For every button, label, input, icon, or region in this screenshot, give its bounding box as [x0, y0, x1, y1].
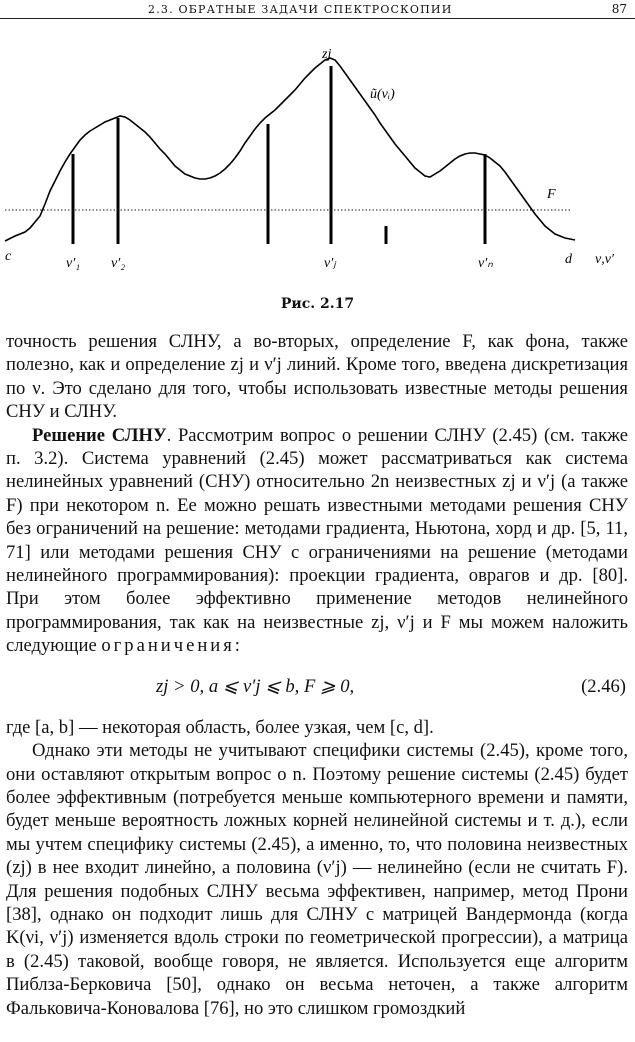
body-text	[6, 330, 628, 1020]
section-heading: Решение СЛНУ	[32, 424, 167, 446]
figure-caption: Рис. 2.17	[280, 296, 355, 312]
paragraph-3: где [a, b] — некоторая область, более узкая, чем [c, d].	[6, 716, 434, 738]
label-axis: ν,ν′	[595, 252, 614, 267]
equation-body: zj > 0, a ⩽ ν′j ⩽ b, F ⩾ 0,	[156, 675, 355, 697]
spectrum-curve	[5, 58, 575, 241]
label-d: d	[565, 252, 572, 267]
label-nun: ν′ₙ	[478, 256, 493, 271]
paragraph-4: Однако эти методы не учитывают специфики системы (2.45), кроме того, они оставляют открытым вопрос о n. Поэтому решение системы (2.45) будет более эффективным (потребуется меньше компьютерного времени и памяти, будет меньше вероятность ложных корней нелинейной системы и т. д.), если мы учтем специфику системы (2.45), а именно, то, что половина неизвестных (zj) в нее входит линейно, а половина (ν′j) — нелинейно (если не считать F). Для решения подобных СЛНУ весьма эффективен, например, метод Прони [38], однако он подходит лишь для СЛНУ с матрицей Вандермонда (когда K(νi, ν′j) изменяется вдоль строки по геометрической прогрессии), а матрица в (2.45) таковой, вообще говоря, не является. Используется еще алгоритм Пиблза-Берковича [50], однако он весьма неточен, а также алгоритм Фальковича-Коновалова [76], но это слишком громоздкий	[6, 740, 628, 1019]
paragraph-2-end: :	[234, 635, 240, 657]
label-zj: zj	[322, 47, 332, 62]
header-rule	[0, 18, 635, 19]
label-nuj: ν′ⱼ	[324, 256, 336, 271]
paragraph-1: точность решения СЛНУ, а во-вторых, определение F, как фона, также полезно, как и определение zj и ν′j линий. Кроме того, введена дискретизация по ν. Это сделано для того, чтобы использовать известные методы решения СНУ и СЛНУ.	[6, 331, 628, 423]
spectrum-figure	[0, 36, 635, 286]
label-c: c	[5, 249, 12, 264]
page-number: 87	[611, 2, 627, 16]
figure-2-17	[0, 36, 635, 286]
label-nu1: ν′₁	[66, 256, 81, 271]
label-F: F	[547, 187, 556, 202]
label-curve: ũ(νᵢ)	[370, 87, 395, 102]
spaced-word: ограничения	[101, 635, 235, 657]
equation-2-46	[6, 658, 628, 716]
page-header	[0, 0, 635, 18]
label-nu2: ν′₂	[111, 256, 126, 271]
paragraph-2-text: . Рассмотрим вопрос о решении СЛНУ (2.45) (см. также п. 3.2). Система уравнений (2.45) может рассматриваться как система нелинейных уравнений (СНУ) относительно 2n неизвестных zj и ν′j (а также F) при некотором n. Ее можно решать известными методами решения СНУ без ограничений на решение: методами градиента, Ньютона, хорд и др. [5, 11, 71] или методами решения СНУ с ограничениями на решение (методами нелинейного программирования): проекции градиента, оврагов и др. [80]. При этом более эффективно применение методов нелинейного программирования, так как на неизвестные zj, ν′j и F мы можем наложить следующие	[6, 424, 629, 657]
running-title: 2.3. ОБРАТНЫЕ ЗАДАЧИ СПЕКТРОСКОПИИ	[148, 3, 453, 16]
equation-number: (2.46)	[581, 675, 626, 697]
paragraph-2	[6, 424, 628, 658]
